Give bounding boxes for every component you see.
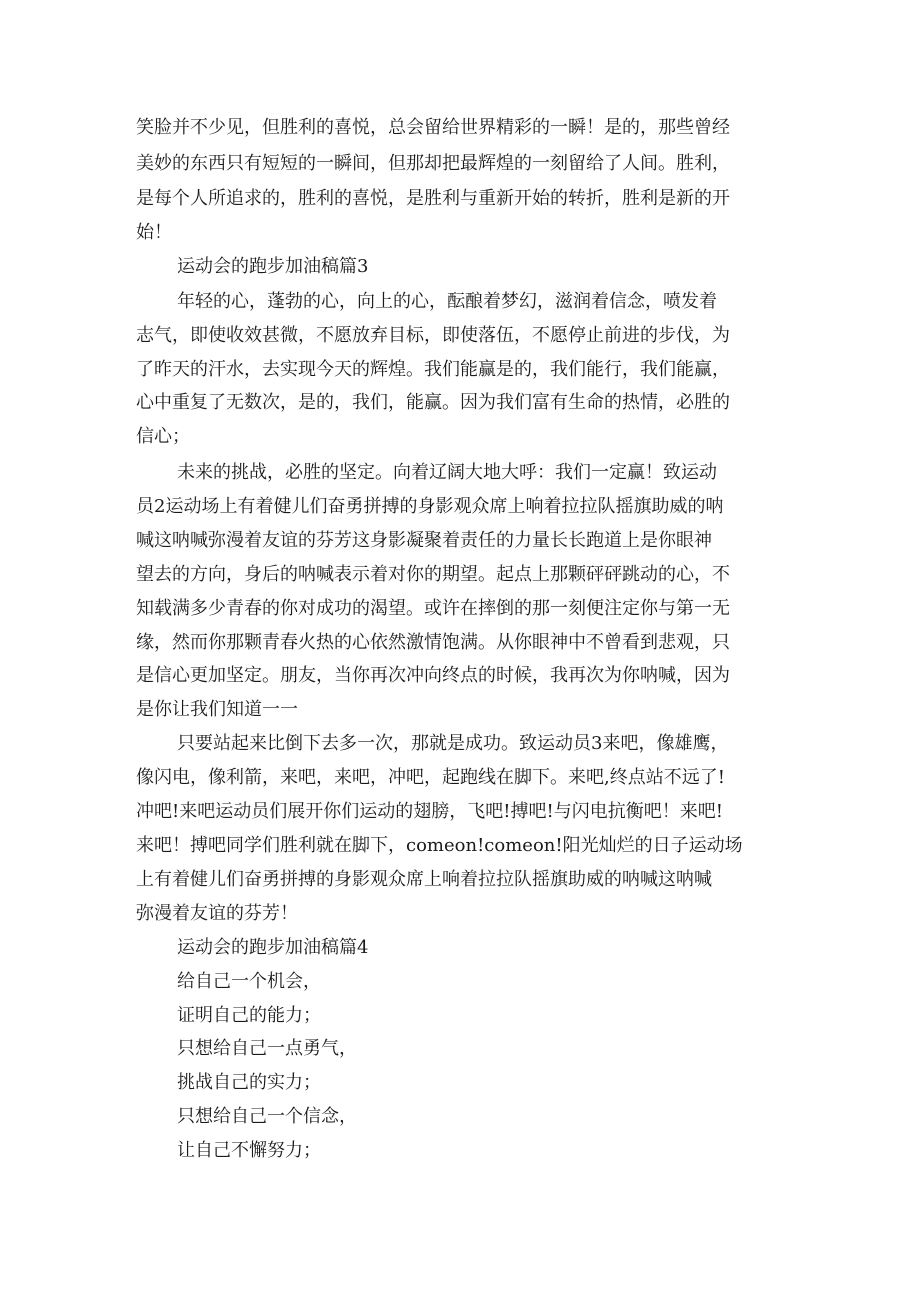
section-heading-3: 运动会的跑步加油稿篇3 <box>177 256 369 277</box>
text-line: 员2运动场上有着健儿们奋勇拼搏的身影观众席上响着拉拉队摇旗助威的呐 <box>136 496 724 517</box>
text-line: 心中重复了无数次，是的，我们，能赢。因为我们富有生命的热情，必胜的 <box>136 392 730 413</box>
text-line: 上有着健儿们奋勇拼搏的身影观众席上响着拉拉队摇旗助威的呐喊这呐喊 <box>136 869 712 890</box>
text-line: 望去的方向，身后的呐喊表示着对你的期望。起点上那颗砰砰跳动的心，不 <box>136 564 730 585</box>
poem-line: 给自己一个机会， <box>177 971 321 992</box>
text-line: 只要站起来比倒下去多一次，那就是成功。致运动员3来吧，像雄鹰， <box>177 733 729 754</box>
text-line: 美妙的东西只有短短的一瞬间，但那却把最辉煌的一刻留给了人间。胜利， <box>136 153 730 174</box>
text-line: 是信心更加坚定。朋友，当你再次冲向终点的时候，我再次为你呐喊，因为 <box>136 665 730 686</box>
text-line: 志气，即使收效甚微，不愿放弃目标，即使落伍，不愿停止前进的步伐，为 <box>136 325 730 346</box>
poem-line: 只想给自己一点勇气， <box>177 1038 357 1059</box>
text-line: 知载满多少青春的你对成功的渴望。或许在摔倒的那一刻便注定你与第一无 <box>136 598 730 619</box>
poem-line: 让自己不懈努力； <box>177 1140 321 1161</box>
text-line: 喊这呐喊弥漫着友谊的芬芳这身影凝聚着责任的力量长长跑道上是你眼神 <box>136 530 712 551</box>
text-line: 笑脸并不少见，但胜利的喜悦，总会留给世界精彩的一瞬！是的，那些曾经 <box>136 117 730 138</box>
text-line: 冲吧!来吧运动员们展开你们运动的翅膀，飞吧!搏吧!与闪电抗衡吧！来吧! <box>136 801 723 822</box>
text-line: 未来的挑战，必胜的坚定。向着辽阔大地大呼：我们一定赢！致运动 <box>177 462 717 483</box>
text-line: 始！ <box>136 222 172 243</box>
text-line: 年轻的心，蓬勃的心，向上的心，酝酿着梦幻，滋润着信念，喷发着 <box>177 291 717 312</box>
text-line: 来吧！搏吧同学们胜利就在脚下，comeon!comeon!阳光灿烂的日子运动场 <box>136 835 743 856</box>
text-line: 是每个人所追求的，胜利的喜悦，是胜利与重新开始的转折，胜利是新的开 <box>136 188 730 209</box>
text-line: 像闪电，像利箭，来吧，来吧，冲吧，起跑线在脚下。来吧,终点站不远了! <box>136 767 725 788</box>
text-line: 弥漫着友谊的芬芳！ <box>136 903 298 924</box>
section-heading-4: 运动会的跑步加油稿篇4 <box>177 937 369 958</box>
poem-line: 挑战自己的实力； <box>177 1072 321 1093</box>
text-line: 了昨天的汗水，去实现今天的辉煌。我们能赢是的，我们能行，我们能赢， <box>136 359 730 380</box>
text-line: 信心； <box>136 426 190 447</box>
text-line: 缘，然而你那颗青春火热的心依然激情饱满。从你眼神中不曾看到悲观，只 <box>136 632 730 653</box>
poem-line: 只想给自己一个信念， <box>177 1106 357 1127</box>
text-line: 是你让我们知道一一 <box>136 699 298 720</box>
poem-line: 证明自己的能力； <box>177 1005 321 1026</box>
